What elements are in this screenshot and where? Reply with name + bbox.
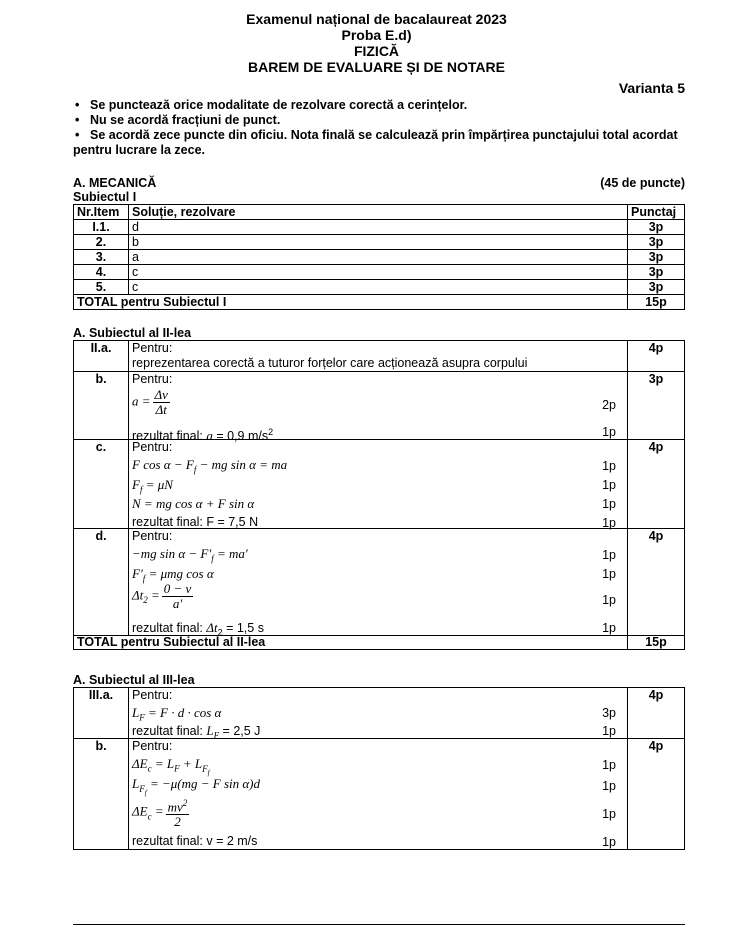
solution-text: reprezentarea corectă a tuturor forțelor care acționează asupra corpului [132, 356, 528, 370]
solution-cell [129, 341, 628, 372]
table-row [74, 280, 685, 295]
partial-score: 1p [602, 779, 616, 793]
result-value: F = 7,5 N [206, 515, 259, 529]
score: 3p [628, 220, 685, 235]
item-row-c [74, 440, 685, 529]
variant-label: Varianta 5 [618, 80, 685, 96]
result-label: rezultat final: [132, 724, 207, 738]
exam-test: Proba E.d) [341, 27, 412, 43]
partial-score: 1p [602, 548, 616, 562]
answer: b [129, 235, 628, 250]
subject-3-table [73, 687, 685, 850]
exam-subject: FIZICĂ [353, 43, 400, 59]
score: 3p [628, 250, 685, 265]
for-label: Pentru: [132, 372, 173, 386]
item-number: b. [74, 739, 129, 850]
score: 4p [628, 688, 685, 739]
table-row [74, 250, 685, 265]
for-label: Pentru: [132, 440, 173, 454]
total-label: TOTAL pentru Subiectul al II-lea [74, 636, 628, 650]
solution-cell [129, 739, 628, 850]
item-row-a [74, 688, 685, 739]
rule-item-continued: pentru lucrare la zece. [73, 143, 206, 157]
subject-2-table [73, 340, 685, 650]
solution-cell [129, 372, 628, 444]
section-title: A. MECANICĂ [73, 176, 157, 190]
result-label: rezultat final: [132, 621, 207, 635]
partial-score: 1p [602, 478, 616, 492]
score: 4p [628, 739, 685, 850]
rule-item: • Se acordă zece puncte din oficiu. Nota finală se calculează prin împărțirea punctajului total acordat [73, 128, 685, 143]
formula-work: $L_F = F \cdot d \cdot \cos \alpha$ [132, 705, 222, 723]
total-points: 15p [628, 295, 685, 310]
partial-score: 3p [602, 706, 616, 720]
subject-1-title: Subiectul I [73, 190, 137, 204]
item-number: III.a. [74, 688, 129, 739]
final-result: rezultat final: a = 0,9 $m/s^2$ [132, 427, 274, 444]
item-row-b [74, 739, 685, 850]
final-result [132, 515, 258, 530]
table-header-row [74, 205, 685, 220]
partial-score: 1p [602, 567, 616, 581]
score: 3p [628, 372, 685, 440]
table-row [74, 220, 685, 235]
partial-score: 1p [602, 758, 616, 772]
subject-1-table [73, 204, 685, 310]
solution-cell [129, 529, 628, 636]
partial-score: 2p [602, 398, 616, 412]
answer: c [129, 280, 628, 295]
partial-score: 1p [602, 516, 616, 530]
item-number: d. [74, 529, 129, 636]
result-label: rezultat final: [132, 834, 207, 848]
partial-score: 1p [602, 835, 616, 849]
score: 4p [628, 440, 685, 529]
final-result: rezultat final: $\Delta t_2 = 1,5$ s [132, 620, 264, 638]
answer: d [129, 220, 628, 235]
final-result: rezultat final: $L_F = 2,5$ J [132, 723, 261, 741]
solution-cell [129, 440, 628, 529]
item-number: 3. [74, 250, 129, 265]
column-header: Punctaj [628, 205, 685, 220]
item-row-b [74, 372, 685, 440]
column-header: Soluție, rezolvare [129, 205, 628, 220]
formula-normal: N = mg cos α + F sin α [132, 496, 255, 511]
footer-divider [73, 924, 685, 925]
formula-energy-theorem: $\Delta E_c = L_F + L_{F_f}$ [132, 756, 210, 777]
partial-score: 1p [602, 459, 616, 473]
partial-score: 1p [602, 425, 616, 439]
formula-newton: F $\cos \alpha - F_f$ − mg sin α = ma [132, 457, 288, 475]
for-label: Pentru: [132, 688, 173, 702]
subject-2-title: A. Subiectul al II-lea [73, 326, 192, 340]
total-row [74, 295, 685, 310]
score: 4p [628, 341, 685, 372]
formula-time: $\Delta t_2$ = $\frac{0 - v}{a'}$ [132, 581, 192, 611]
partial-score: 1p [602, 621, 616, 635]
exam-title: Examenul național de bacalaureat 2023 [246, 11, 507, 27]
total-label: TOTAL pentru Subiectul I [74, 295, 628, 310]
section-points: (45 de puncte) [600, 176, 685, 190]
score: 4p [628, 529, 685, 636]
formula-newton-return: −mg $\sin \alpha - F'_f = ma'$ [132, 546, 248, 564]
item-number: 4. [74, 265, 129, 280]
item-number: II.a. [74, 341, 129, 372]
formula-friction-return: $F'_f = \mu mg$ cos α [132, 566, 214, 584]
formula-kinetic-energy: $\Delta E_c$ = $\frac{mv^2}{2}$ [132, 798, 188, 830]
solution-cell [129, 688, 628, 739]
partial-score: 1p [602, 724, 616, 738]
total-points: 15p [628, 636, 685, 650]
partial-score: 1p [602, 593, 616, 607]
final-result [132, 834, 257, 849]
table-row [74, 235, 685, 250]
rule-item: • Se punctează orice modalitate de rezolvare corectă a cerințelor. [73, 98, 685, 113]
column-header: Nr.Item [74, 205, 129, 220]
formula-acceleration: a = $\frac{\Delta v}{\Delta t}$ [132, 387, 168, 417]
score: 3p [628, 235, 685, 250]
for-label: Pentru: [132, 529, 173, 543]
for-label: Pentru: [132, 341, 173, 355]
formula-friction-work: $L_{F_f} = -\mu(mg - F$ sin α)d [132, 776, 261, 797]
for-label: Pentru: [132, 739, 173, 753]
item-number: c. [74, 440, 129, 529]
table-row [74, 265, 685, 280]
item-number: I.1. [74, 220, 129, 235]
item-number: b. [74, 372, 129, 440]
item-number: 5. [74, 280, 129, 295]
item-row-d [74, 529, 685, 636]
section-a-heading [73, 176, 685, 204]
result-value: v = 2 m/s [206, 834, 258, 848]
subject-3-title: A. Subiectul al III-lea [73, 673, 195, 687]
partial-score: 1p [602, 497, 616, 511]
score: 3p [628, 280, 685, 295]
formula-friction: $F_f = \mu N$ [132, 477, 173, 495]
item-number: 2. [74, 235, 129, 250]
result-label: rezultat final: [132, 515, 207, 529]
answer: a [129, 250, 628, 265]
grading-rules [73, 98, 685, 158]
result-label: rezultat final: [132, 429, 207, 444]
score: 3p [628, 265, 685, 280]
document-title: BAREM DE EVALUARE ȘI DE NOTARE [248, 59, 505, 75]
answer: c [129, 265, 628, 280]
item-row-a [74, 341, 685, 372]
rule-item: • Nu se acordă fracțiuni de punct. [73, 113, 685, 128]
partial-score: 1p [602, 807, 616, 821]
